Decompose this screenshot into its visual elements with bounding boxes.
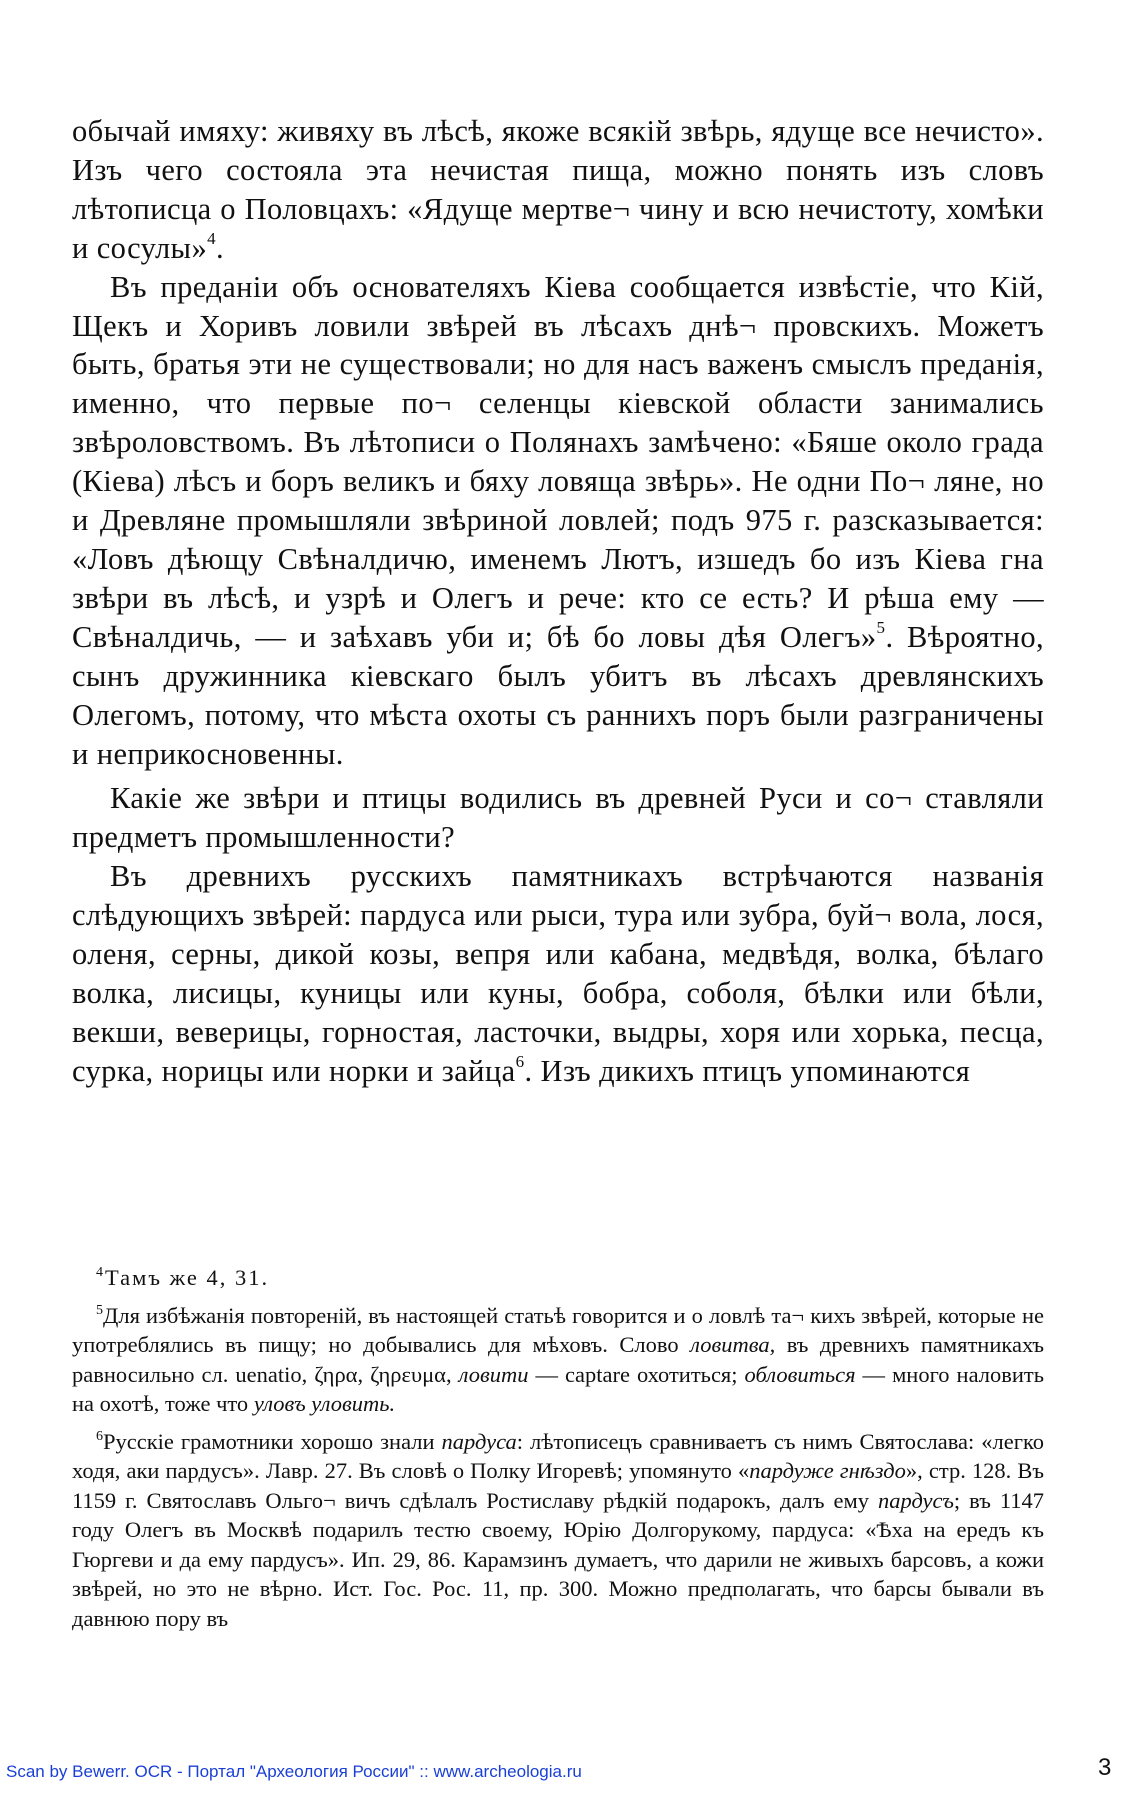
paragraph-3: Какіе же звѣри и птицы водились въ древней Руси и со¬ ставляли предметъ промышленности?	[72, 781, 1044, 855]
footnote-ref-4[interactable]: 4	[207, 228, 217, 248]
scan-source-link[interactable]: Scan by Bewerr. OCR - Портал "Археология России" :: www.archeologia.ru	[6, 1762, 582, 1781]
page-number: 3	[1098, 1754, 1112, 1781]
footnote-ref-5[interactable]: 5	[876, 617, 886, 637]
footnote-6: $^6$Русскіе грамотники хорошо знали пардуса: лѣтописецъ сравниваетъ съ нимъ Святослава: «легко ходя, аки пардусъ». Лавр. 27. Въ словѣ о Полку Игоревѣ; упомянуто «пардуже гнѣздо», стр. 128. Въ 1159 г. Святославъ Ольго¬ вичъ сдѣлалъ Ростиславу рѣдкій подарокъ, далъ ему пардусъ; въ 1147 году Олегъ въ Москвѣ подарилъ тестю своему, Юрію Долгорукому, пардуса: «Ѣха на ередъ къ Гюргеви и да ему пардусъ». Ип. 29, 86. Карамзинъ думаетъ, что дарили не живыхъ барсовъ, а кожи звѣрей, но это не вѣрно. Ист. Гос. Рос. 11, пр. 300. Можно предполагать, что барсы бывали въ давнюю пору въ	[72, 1428, 1044, 1631]
footnote-4: $^4$Тамъ же 4, 31.	[96, 1265, 270, 1290]
footnote-5: $^5$Для избѣжанія повтореній, въ настоящей статьѣ говорится и о ловлѣ та¬ кихъ звѣрей, которые не употреблялись въ пищу; но добывались для мѣховъ. Слово ловитва, въ древнихъ памятникахъ равносильно сл. uenatio, ζηρα, ζηρευμα, ловити — captare охотиться; обловиться — много наловить на охотѣ, тоже что уловъ уловить.	[72, 1302, 1044, 1416]
main-text	[72, 112, 1044, 1091]
footnote-ref-6[interactable]: 6	[515, 1051, 525, 1071]
paragraph-4: Въ древнихъ русскихъ памятникахъ встрѣчаются названія слѣдующихъ звѣрей: пардуса или рыси, тура или зубра, буй¬ вола, лося, оленя, серны, дикой козы, вепря или кабана, медвѣдя, волка, бѣлаго волка, лисицы, куницы или куны, бобра, соболя, бѣлки или бѣли, векши, веверицы, горностая, ласточки, выдры, хоря или хорька, песца, сурка, норицы или норки и зайца$^6$. Изъ дикихъ птицъ упоминаются	[72, 859, 1044, 1088]
footnotes	[72, 1263, 1044, 1633]
paragraph-2: Въ преданіи объ основателяхъ Кіева сообщается извѣстіе, что Кій, Щекъ и Хоривъ ловили звѣрей въ лѣсахъ днѣ¬ провскихъ. Можетъ быть, братья эти не существовали; но для насъ важенъ смыслъ преданія, именно, что первые по¬ селенцы кіевской области занимались звѣроловствомъ. Въ лѣтописи о Полянахъ замѣчено: «Бяше около града (Кіева) лѣсъ и боръ великъ и бяху ловяща звѣрь». Не одни По¬ ляне, но и Древляне промышляли звѣриной ловлей; подъ 975 г. разсказывается: «Ловъ дѣющу Свѣналдичю, именемъ Лютъ, изшедъ бо изъ Кіева гна звѣри въ лѣсѣ, и узрѣ и Олегъ и рече: кто се есть? И рѣша ему — Свѣналдичь, — и заѣхавъ уби и; бѣ бо ловы дѣя Олегъ»$^5$. Вѣроятно, сынъ дружинника кіевскаго былъ убитъ въ лѣсахъ древлянскихъ Олегомъ, потому, что мѣста охоты съ раннихъ поръ были разграничены и неприкосновенны.	[72, 269, 1044, 771]
paragraph-1: обычай имяху: живяху въ лѣсѣ, якоже всякій звѣрь, ядуще все нечисто». Изъ чего состояла эта нечистая пища, можно понять изъ словъ лѣтописца о Половцахъ: «Ядуще мертве¬ чину и всю нечистоту, хомѣки и сосулы»$^4$.	[72, 114, 1044, 265]
